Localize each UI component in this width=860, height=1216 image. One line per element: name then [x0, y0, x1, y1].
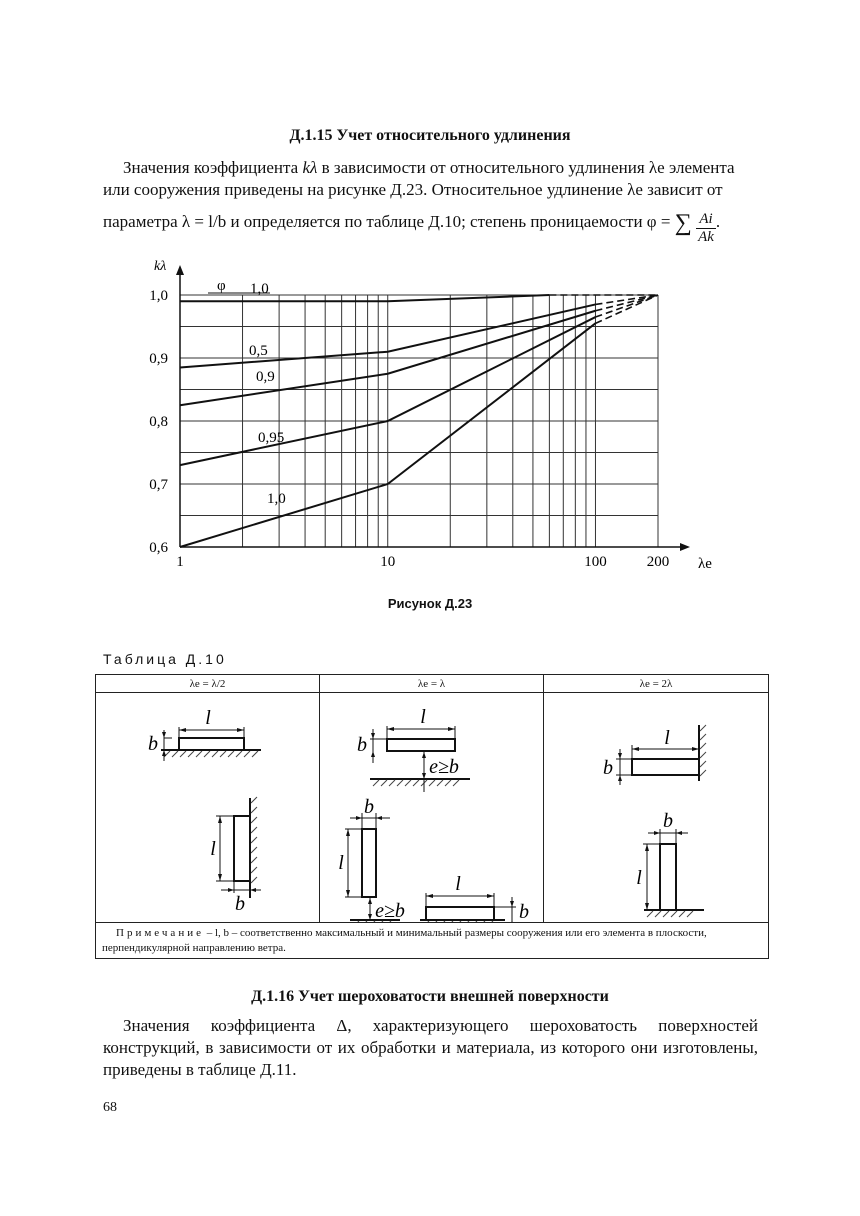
header-equal: λe = λ	[320, 675, 544, 693]
chart-axes	[176, 265, 690, 551]
elongation-chart	[0, 250, 860, 580]
header-half: λe = λ/2	[96, 675, 320, 693]
dim-b-2: b	[235, 893, 245, 915]
dim-e-1: e≥b	[429, 756, 459, 778]
dim-b-1: b	[148, 733, 158, 755]
fraction-numerator: Ai	[696, 211, 716, 229]
dim-b-7: b	[663, 810, 673, 832]
y-tick-label: 0,6	[149, 540, 168, 556]
note-text: – l, b – соответственно максимальный и минимальный размеры сооружения или его элемента в плоскости, перпендикулярной направлению ветра.	[102, 927, 707, 954]
table-title: Таблица Д.10	[103, 651, 227, 667]
para-line3: параметра λ = l/b и определяется по таблице Д.10; степень проницаемости φ =	[103, 212, 671, 231]
table-note-row	[96, 923, 769, 959]
sum-symbol: ∑	[674, 210, 692, 236]
para-line1b: в зависимости от относительного удлинения λe элемента	[321, 158, 735, 177]
dim-e-2: e≥b	[375, 900, 405, 922]
y-tick-label: 1,0	[149, 288, 168, 304]
y-axis-label: kλ	[154, 259, 167, 274]
y-tick-label: 0,7	[149, 477, 168, 493]
dim-l-1: l	[205, 707, 211, 729]
series-line	[180, 295, 549, 301]
dim-l-4: l	[338, 852, 344, 874]
series-label: 1,0	[267, 491, 286, 508]
series-label: 0,9	[256, 369, 275, 386]
sketch-cell-equal	[320, 693, 544, 923]
table-sketch-row	[96, 693, 769, 923]
table-d10	[95, 674, 769, 959]
sketch-cell-half	[96, 693, 320, 923]
x-axis-arrow	[680, 543, 690, 551]
legend-title: φ	[217, 278, 226, 294]
sketch-cell-double	[544, 693, 769, 923]
sketch-half	[96, 693, 319, 922]
series-label: 0,5	[249, 343, 268, 359]
y-axis-arrow	[176, 265, 184, 275]
figure-caption: Рисунок Д.23	[387, 596, 473, 611]
para-line1: Значения коэффициента	[123, 158, 299, 177]
roughness-paragraph: Значения коэффициента Δ, характеризующего шероховатость поверхностей конструкций, в зависимости от их обработки и материала, из которого они изготовлены, приведены в таблице Д.11.	[103, 1016, 758, 1079]
y-tick-label: 0,8	[149, 414, 168, 430]
intro-paragraph: Значения коэффициента kλ в зависимости от относительного удлинения λe элемента или сооружения приведены на рисунке Д.23. Относительное удлинение λe зависит от параметра λ = l/b и определяется по таблице Д.10; степень проницаемости φ = ∑ $\frac{Ai}{Ak}$ .	[103, 157, 758, 246]
x-tick-label: 10	[380, 554, 396, 570]
dim-l-3: l	[420, 706, 426, 728]
x-tick-label: 1	[176, 554, 184, 570]
section-heading-1: Д.1.15 Учет относительного удлинения	[289, 127, 571, 144]
dim-b-3: b	[357, 734, 367, 756]
chart-grid	[180, 295, 658, 547]
section-heading-2: Д.1.16 Учет шероховатости внешней поверхности	[251, 988, 609, 1005]
para-k-symbol: kλ	[302, 158, 318, 177]
dim-l-2: l	[210, 838, 216, 860]
sketch-equal	[320, 693, 543, 922]
para-line2: или сооружения приведены на рисунке Д.23. Относительное удлинение λe зависит от	[103, 180, 723, 199]
page-number: 68	[103, 1100, 117, 1115]
series-label: 1,0	[250, 281, 269, 297]
series-extension	[595, 295, 658, 317]
table-header-row	[96, 675, 769, 693]
x-tick-label: 200	[646, 554, 670, 570]
dim-l-6: l	[664, 727, 670, 749]
series-label: 0,95	[258, 430, 285, 447]
table-note	[96, 923, 769, 959]
x-axis-label: λe	[698, 556, 712, 572]
series-extension	[595, 295, 658, 323]
sketch-double	[544, 693, 768, 922]
dim-b-4: b	[364, 796, 374, 818]
permeability-fraction	[696, 211, 716, 246]
y-tick-label: 0,9	[149, 351, 168, 367]
x-tick-label: 100	[584, 554, 607, 570]
header-double: λe = 2λ	[544, 675, 769, 693]
dim-l-5: l	[455, 873, 461, 895]
dim-b-5: b	[519, 901, 529, 922]
note-label: Примечание	[116, 927, 204, 939]
dim-l-7: l	[636, 867, 642, 889]
fraction-denominator: Ak	[698, 229, 714, 245]
dim-b-6: b	[603, 757, 613, 779]
